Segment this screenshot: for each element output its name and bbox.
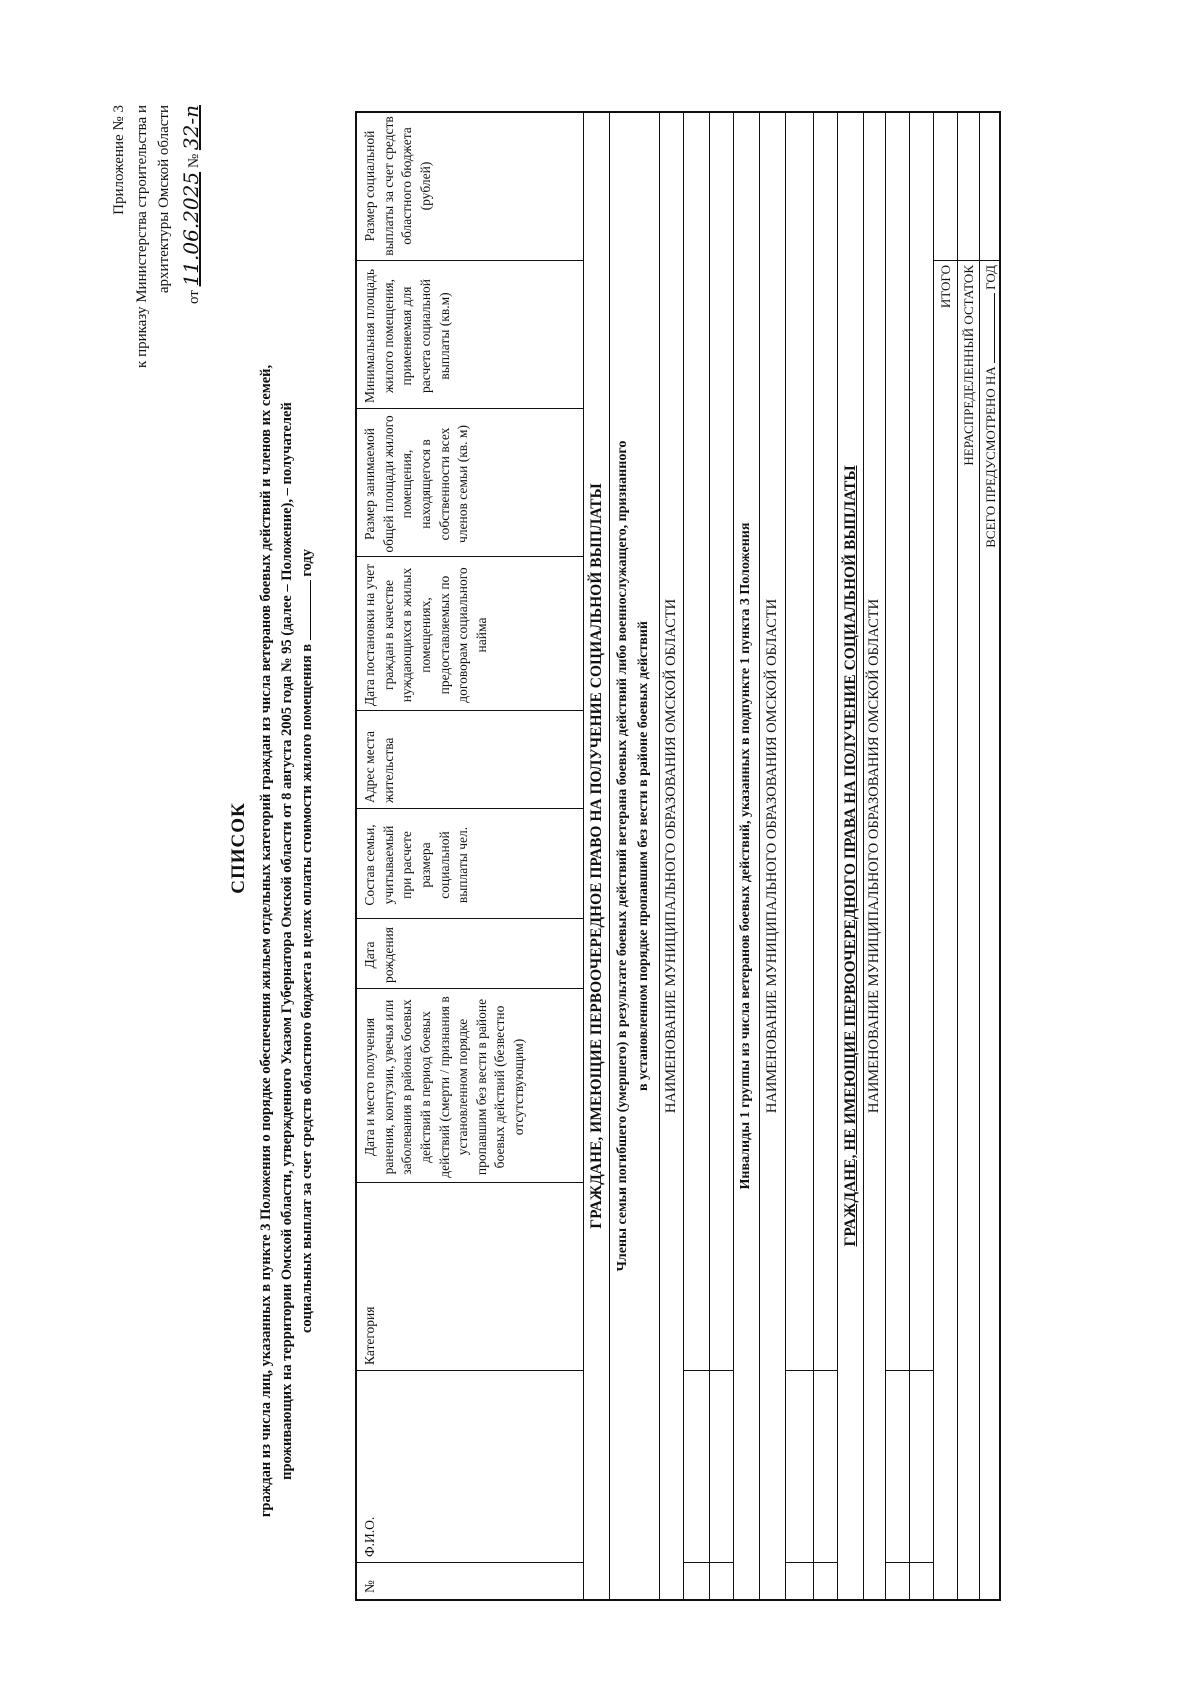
column-divider <box>357 918 583 919</box>
table-row <box>885 113 909 1599</box>
column-divider <box>357 1562 583 1563</box>
subtitle-line-3-a: социальных выплат за счет средств областного бюджета в целях оплаты стоимости жилого помещения в <box>299 643 316 1334</box>
number-prefix: № <box>185 153 202 169</box>
column-divider <box>814 1562 837 1563</box>
group-1-line-2: в установленном порядке пропавшим без вести в районе боевых действий <box>636 621 651 1091</box>
municipality-row <box>863 113 885 1599</box>
table-row <box>909 113 933 1599</box>
column-divider <box>786 1562 813 1563</box>
recipients-table <box>355 111 1001 1601</box>
section-2-heading: ГРАЖДАНЕ, НЕ ИМЕЮЩИЕ ПЕРВООЧЕРЕДНОГО ПРАВА НА ПОЛУЧЕНИЕ СОЦИАЛЬНОЙ ВЫПЛАТЫ <box>842 465 859 1247</box>
total-label: ИТОГО <box>938 265 953 309</box>
column-divider <box>357 1370 583 1371</box>
column-divider <box>980 260 1001 261</box>
municipality-label: НАИМЕНОВАНИЕ МУНИЦИПАЛЬНОГО ОБРАЗОВАНИЯ ОМСКОЙ ОБЛАСТИ <box>663 598 679 1114</box>
column-divider <box>357 260 583 261</box>
column-divider <box>357 408 583 409</box>
column-divider <box>886 1562 909 1563</box>
year-blank <box>310 580 311 640</box>
municipality-label: НАИМЕНОВАНИЕ МУНИЦИПАЛЬНОГО ОБРАЗОВАНИЯ ОМСКОЙ ОБЛАСТИ <box>764 598 780 1114</box>
appendix-line-1: Приложение № 3 <box>111 105 127 215</box>
header-injury: Дата и место получения ранения, контузии, увечья или заболевания в районах боевых действий в период боевых действий (смерти / признания в установленном порядке пропавшим без вести в районе боевых действий (безвестно отсутствующим) <box>362 996 526 1178</box>
appendix-line-3: архитектуры Омской области <box>156 105 172 294</box>
appendix-line-2: к приказу Министерства строительства и <box>133 105 150 368</box>
appendix-date-line <box>176 105 206 435</box>
subtitle-line-3-b: году <box>299 548 316 577</box>
column-divider <box>357 1182 583 1183</box>
header-number: № <box>362 1580 377 1593</box>
header-category: Категория <box>362 1306 377 1365</box>
header-payment: Размер социальной выплаты за счет средств областного бюджета (рублей) <box>362 116 433 256</box>
header-family: Состав семьи, учитываемый при расчете размера социальной выплаты чел. <box>362 824 471 906</box>
table-row <box>785 113 813 1599</box>
total-row <box>933 113 957 1599</box>
section-row <box>583 113 609 1599</box>
column-divider <box>958 260 979 261</box>
header-address: Адрес места жительства <box>362 731 396 803</box>
document-title: СПИСОК <box>228 802 249 894</box>
column-divider <box>684 1562 709 1563</box>
column-divider <box>910 1370 933 1371</box>
column-divider <box>684 1370 709 1371</box>
unallocated-row <box>957 113 979 1599</box>
column-divider <box>934 260 957 261</box>
column-divider <box>357 808 583 809</box>
date-prefix: от <box>185 290 202 305</box>
municipality-label: НАИМЕНОВАНИЕ МУНИЦИПАЛЬНОГО ОБРАЗОВАНИЯ ОМСКОЙ ОБЛАСТИ <box>866 598 882 1114</box>
table-row <box>813 113 837 1599</box>
date-handwritten: 11.06.2025 <box>178 171 203 287</box>
group-row <box>609 113 659 1599</box>
column-divider <box>786 1370 813 1371</box>
subtitle-line-3 <box>297 291 318 1591</box>
header-registration-date: Дата постановки на учет граждан в качестве нуждающихся в жилых помещениях, предоставляемых по договорам социального найма <box>362 563 489 707</box>
group-2-heading: Инвалиды 1 группы из числа ветеранов боевых действий, указанных в подпункте 1 пункта 3 Положения <box>738 522 753 1190</box>
header-fio: Ф.И.О. <box>362 1516 377 1557</box>
subtitle-line-2: проживающих на территории Омской области, утвержденного Указом Губернатора Омской области от 8 августа 2005 года № 95 (далее – Положение), – получателей <box>278 402 295 1480</box>
table-row <box>683 113 709 1599</box>
column-divider <box>710 1562 733 1563</box>
header-current-area: Размер занимаемой общей площади жилого помещения, находящегося в собственности всех членов семьи (кв. м) <box>362 415 471 553</box>
number-handwritten: 32-п <box>178 105 203 151</box>
section-1-heading: ГРАЖДАНЕ, ИМЕЮЩИЕ ПЕРВООЧЕРЕДНОЕ ПРАВО НА ПОЛУЧЕНИЕ СОЦИАЛЬНОЙ ВЫПЛАТЫ <box>588 483 605 1229</box>
column-divider <box>710 1370 733 1371</box>
document-subtitle <box>256 291 318 1591</box>
column-divider <box>357 556 583 557</box>
appendix-block <box>108 105 206 435</box>
header-min-area: Минимальная площадь жилого помещения, применяемая для расчета социальной выплаты (кв.м) <box>362 268 452 404</box>
column-divider <box>814 1370 837 1371</box>
column-divider <box>886 1370 909 1371</box>
group-1-line-1: Члены семьи погибшего (умершего) в результате боевых действий ветерана боевых действий либо военнослужащего, признанного <box>615 440 630 1272</box>
planned-year-blank <box>994 293 995 363</box>
subtitle-line-1: граждан из числа лиц, указанных в пункте 3 Положения о порядке обеспечения жильем отдельных категорий граждан из числа ветеранов боевых действий и членов их семей, <box>258 364 274 1518</box>
planned-label-a: ВСЕГО ПРЕДУСМОТРЕНО НА <box>983 366 998 548</box>
column-divider <box>357 710 583 711</box>
table-header-row <box>357 113 583 1599</box>
section-row <box>837 113 863 1599</box>
unallocated-label: НЕРАСПРЕДЕЛЕННЫЙ ОСТАТОК <box>961 265 976 466</box>
table-row <box>709 113 733 1599</box>
column-divider <box>357 988 583 989</box>
planned-label <box>983 265 999 699</box>
group-row <box>733 113 759 1599</box>
municipality-row <box>759 113 785 1599</box>
planned-row <box>979 113 1001 1599</box>
column-divider <box>910 1562 933 1563</box>
header-birthdate: Дата рождения <box>362 927 396 984</box>
municipality-row <box>659 113 683 1599</box>
planned-label-b: ГОД <box>983 265 998 290</box>
